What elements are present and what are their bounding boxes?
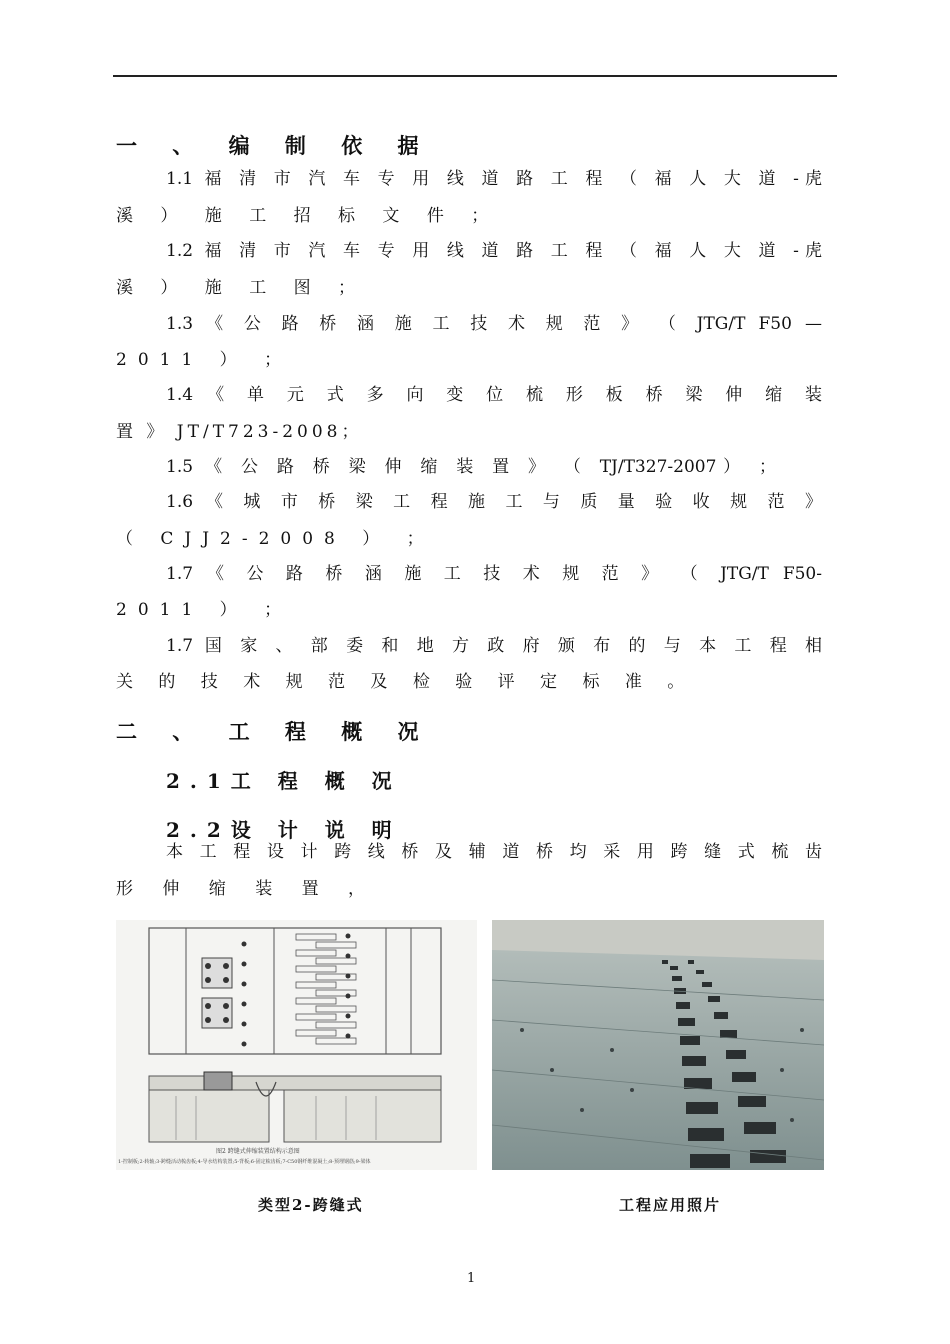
- expansion-joint-photo: [492, 920, 824, 1170]
- photo-svg: [492, 920, 824, 1170]
- drawing-legend: 1-控制板;2-转轴;3-跨缝活动梳齿板;4-导水结构装置;5-背板;6-固定梳齿板;7-C50钢纤维混凝土;8-预埋钢筋;9-梁体: [118, 1159, 371, 1165]
- body-line: 1.1 福 清 市 汽 车 专 用 线 道 路 工 程 （ 福 人 大 道 -虎: [166, 169, 822, 189]
- subsection-2-2: 2.2设 计 说 明: [166, 818, 402, 842]
- left-figure-caption: 类型2-跨缝式: [258, 1196, 364, 1214]
- body-line: 溪 ） 施 工 招 标 文 件 ；: [116, 206, 500, 226]
- body-line: 置 》 JT/T723-2008；: [116, 422, 363, 442]
- body-line: 2011 ） ；: [116, 600, 293, 620]
- body-line: 本 工 程 设 计 跨 线 桥 及 辅 道 桥 均 采 用 跨 缝 式 梳 齿: [166, 842, 822, 862]
- body-line: 1.7 《 公 路 桥 涵 施 工 技 术 规 范 》 （ JTG/T F50-: [166, 564, 822, 584]
- body-line: 1.6 《 城 市 桥 梁 工 程 施 工 与 质 量 验 收 规 范 》: [166, 492, 822, 512]
- drawing-caption: 图2 跨缝式伸缩装置结构示意图: [216, 1148, 300, 1155]
- right-figure-caption: 工程应用照片: [619, 1196, 722, 1214]
- subsection-2-1: 2.1工 程 概 况: [166, 769, 402, 793]
- body-line: 溪 ） 施 工 图 ；: [116, 278, 367, 298]
- body-line: 关 的 技 术 规 范 及 检 验 评 定 标 准 。: [116, 672, 695, 692]
- body-line: 2011 ） ；: [116, 350, 293, 370]
- body-line: 1.2 福 清 市 汽 车 专 用 线 道 路 工 程 （ 福 人 大 道 -虎: [166, 241, 822, 261]
- section-1-title: 一 、 编 制 依 据: [116, 133, 433, 158]
- drawing-svg: [116, 920, 477, 1170]
- body-line: 1.5 《 公 路 桥 梁 伸 缩 装 置 》 （ TJ/T327-2007） ；: [166, 457, 776, 477]
- header-rule: [113, 75, 837, 77]
- body-line: 1.3 《 公 路 桥 涵 施 工 技 术 规 范 》 （ JTG/T F50 —: [166, 314, 822, 334]
- body-line: 1.7 国 家 、 部 委 和 地 方 政 府 颁 布 的 与 本 工 程 相: [166, 636, 822, 656]
- body-line: （ CJJ2-2008 ） ；: [116, 529, 435, 549]
- page-number: 1: [467, 1271, 476, 1286]
- body-line: 1.4 《 单 元 式 多 向 变 位 梳 形 板 桥 梁 伸 缩 装: [166, 385, 822, 405]
- body-line: 形 伸 缩 装 置 ，: [116, 879, 378, 899]
- expansion-joint-drawing: [116, 920, 477, 1170]
- section-2-title: 二 、 工 程 概 况: [116, 719, 433, 744]
